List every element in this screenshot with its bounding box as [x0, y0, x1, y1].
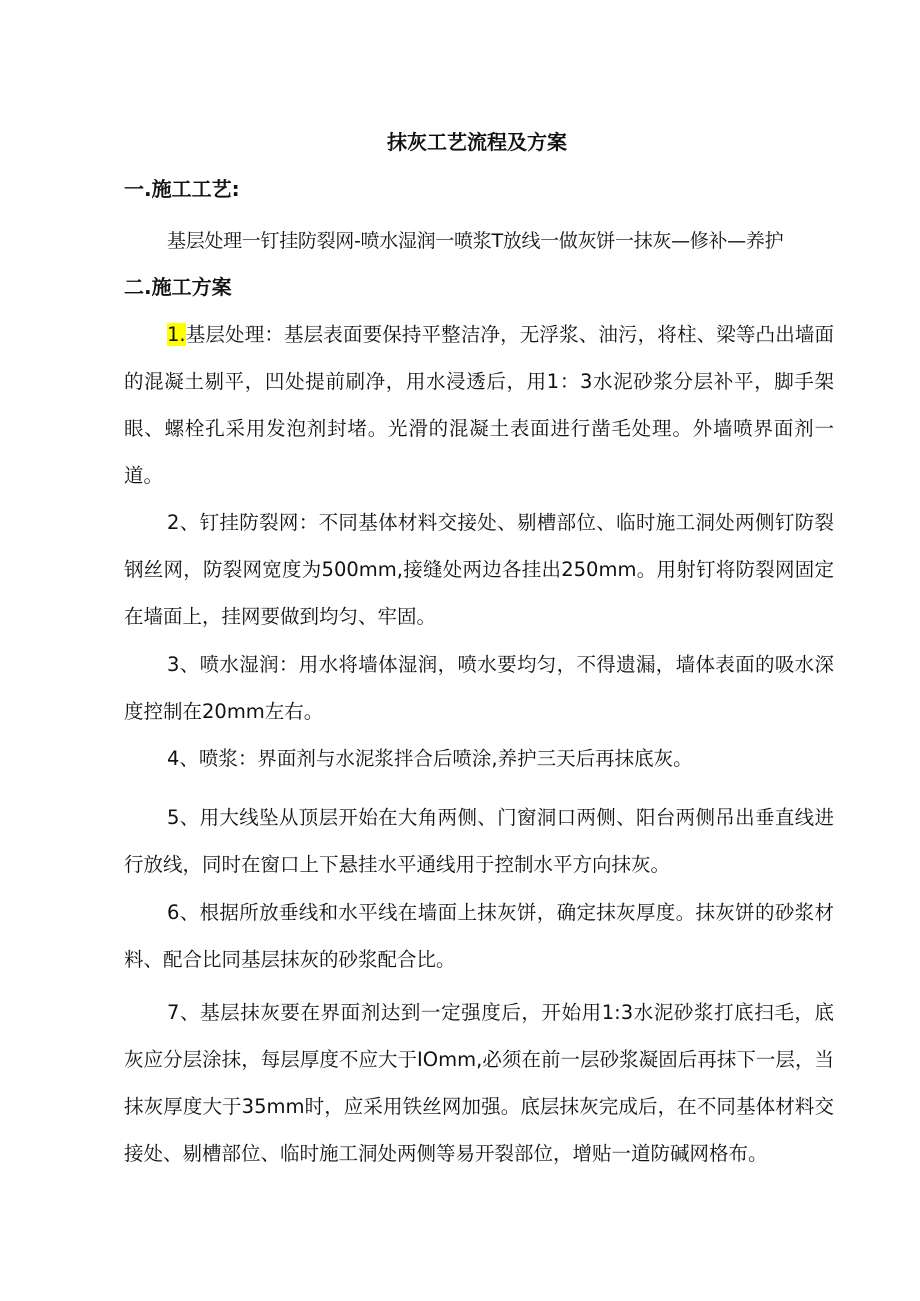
plan-item-7 [124, 989, 834, 1177]
process-flow-text: 基层处理一钉挂防裂网-喷水湿润一喷浆T放线一做灰饼一抹灰—修补—养护 [167, 230, 784, 252]
document-title: 抹灰工艺流程及方案 [387, 130, 567, 154]
plan-item-text: 3、喷水湿润：用水将墙体湿润，喷水要均匀，不得遗漏，墙体表面的吸水深度控制在20mm左右。 [124, 653, 834, 723]
plan-item-1 [124, 311, 834, 499]
plan-item-6 [124, 889, 834, 983]
plan-item-4 [124, 735, 834, 782]
section-heading-process: 一.施工工艺: [124, 177, 240, 201]
plan-item-5 [124, 794, 834, 888]
section-heading-plan: 二.施工方案 [124, 275, 232, 299]
plan-item-text: 2、钉挂防裂网：不同基体材料交接处、剔槽部位、临时施工洞处两侧钉防裂钢丝网，防裂网宽度为500mm,接缝处两边各挂出250mm。用射钉将防裂网固定在墙面上，挂网要做到均匀、牢固。 [124, 511, 834, 628]
plan-item-3 [124, 641, 834, 735]
plan-item-text: 6、根据所放垂线和水平线在墙面上抹灰饼，确定抹灰厚度。抹灰饼的砂浆材料、配合比同基层抹灰的砂浆配合比。 [124, 901, 834, 971]
plan-item-text: 4、喷浆：界面剂与水泥浆拌合后喷涂,养护三天后再抹底灰。 [167, 747, 693, 770]
plan-item-text: 7、基层抹灰要在界面剂达到一定强度后，开始用1:3水泥砂浆打底扫毛，底灰应分层涂抹，每层厚度不应大于IOmm,必须在前一层砂浆凝固后再抹下一层，当抹灰厚度大于35mm时，应采用铁丝网加强。底层抹灰完成后，在不同基体材料交接处、剔槽部位、临时施工洞处两侧等易开裂部位，增贴一道防碱网格布。 [124, 1001, 834, 1165]
plan-item-2 [124, 499, 834, 640]
item-number-highlight: 1. [167, 323, 186, 346]
plan-item-text: 基层处理：基层表面要保持平整洁净，无浮浆、油污，将柱、梁等凸出墙面的混凝土剔平，凹处提前刷净，用水浸透后，用1：3水泥砂浆分层补平，脚手架眼、螺栓孔采用发泡剂封堵。光滑的混凝土表面进行凿毛处理。外墙喷界面剂一道。 [124, 323, 834, 487]
plan-item-text: 5、用大线坠从顶层开始在大角两侧、门窗洞口两侧、阳台两侧吊出垂直线进行放线，同时在窗口上下悬挂水平通线用于控制水平方向抹灰。 [124, 806, 834, 876]
